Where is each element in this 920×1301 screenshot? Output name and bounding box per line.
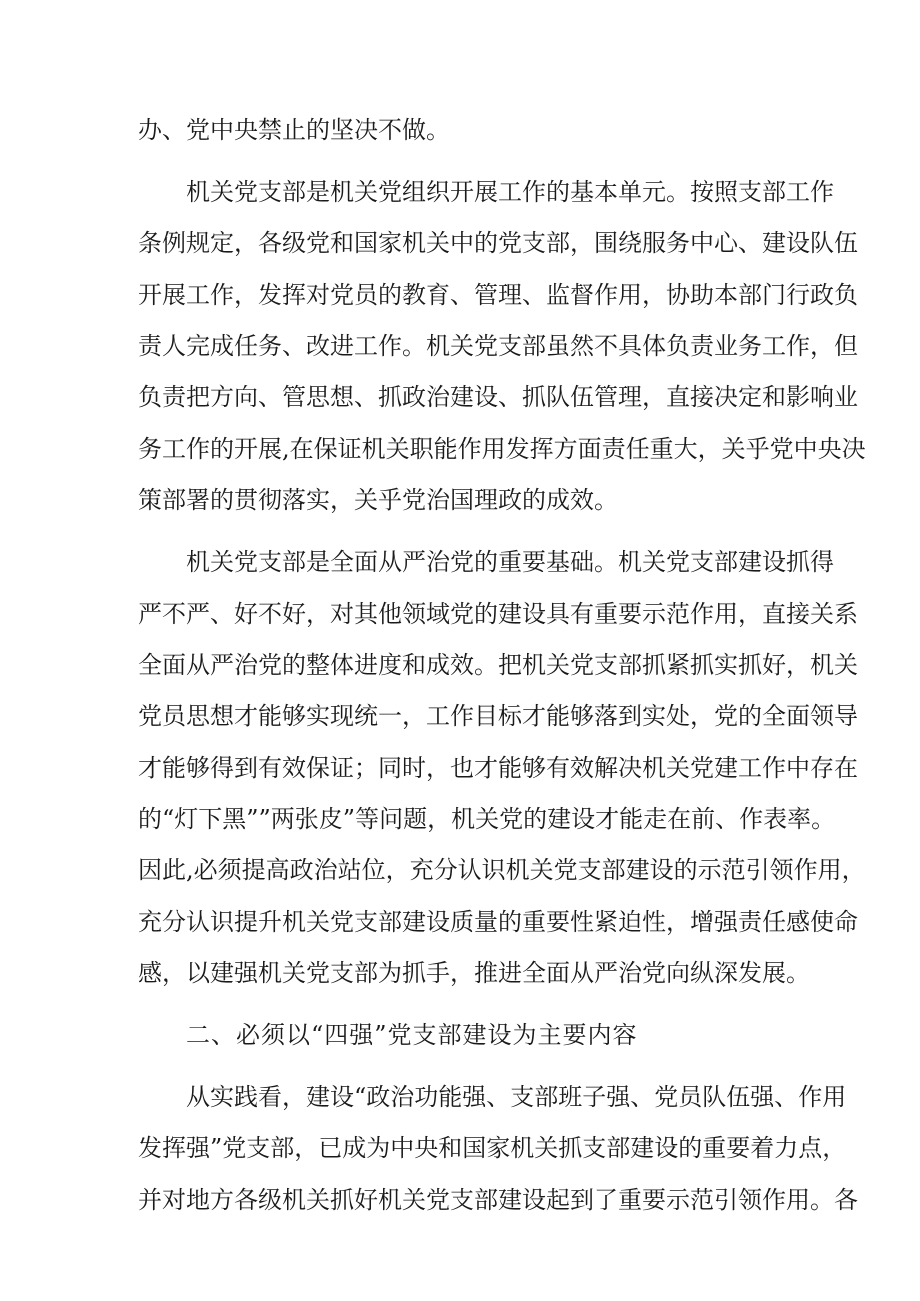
paragraph-1-line: 务工作的开展,在保证机关职能作用发挥方面责任重大，关乎党中央决 [138,435,866,463]
paragraph-3-line: 并对地方各级机关抓好机关党支部建设起到了重要示范引领作用。各 [138,1186,858,1214]
paragraph-2-line: 因此,必须提高政治站位，充分认识机关党支部建设的示范引领作用， [138,856,866,884]
paragraph-2-line: 的“灯下黑””两张皮”等问题，机关党的建设才能走在前、作表率。 [138,805,836,833]
paragraph-1-line: 策部署的贯彻落实，关乎党治国理政的成效。 [138,486,618,514]
paragraph-2-line: 党员思想才能够实现统一，工作目标才能够落到实处，党的全面领导 [138,702,858,730]
paragraph-1-line: 条例规定，各级党和国家机关中的党支部，围绕服务中心、建设队伍 [138,229,858,257]
paragraph-3-line: 从实践看，建设“政治功能强、支部班子强、党员队伍强、作用 [186,1083,847,1111]
paragraph-1-line: 开展工作，发挥对党员的教育、管理、监督作用，协助本部门行政负 [138,281,858,309]
paragraph-2-line: 才能够得到有效保证；同时，也才能够有效解决机关党建工作中存在 [138,754,858,782]
paragraph-2-line: 感，以建强机关党支部为抓手，推进全面从严治党向纵深发展。 [138,959,810,987]
paragraph-3-line: 发挥强”党支部，已成为中央和国家机关抓支部建设的重要着力点， [138,1134,847,1162]
paragraph-1-line: 责人完成任务、改进工作。机关党支部虽然不具体负责业务工作，但 [138,332,858,360]
paragraph-2-line: 全面从严治党的整体进度和成效。把机关党支部抓紧抓实抓好，机关 [138,651,858,679]
paragraph-2-line: 严不严、好不好，对其他领域党的建设具有重要示范作用，直接关系 [138,600,858,628]
paragraph-1-line: 负责把方向、管思想、抓政治建设、抓队伍管理，直接决定和影响业 [138,383,858,411]
paragraph-2-line: 充分认识提升机关党支部建设质量的重要性紧迫性，增强责任感使命 [138,908,858,936]
section-heading: 二、必须以“四强”党支部建设为主要内容 [186,1021,638,1049]
paragraph-1-line: 机关党支部是机关党组织开展工作的基本单元。按照支部工作 [186,178,834,206]
paragraph-2-line: 机关党支部是全面从严治党的重要基础。机关党支部建设抓得 [186,548,834,576]
continuation-line: 办、党中央禁止的坚决不做。 [138,116,450,144]
